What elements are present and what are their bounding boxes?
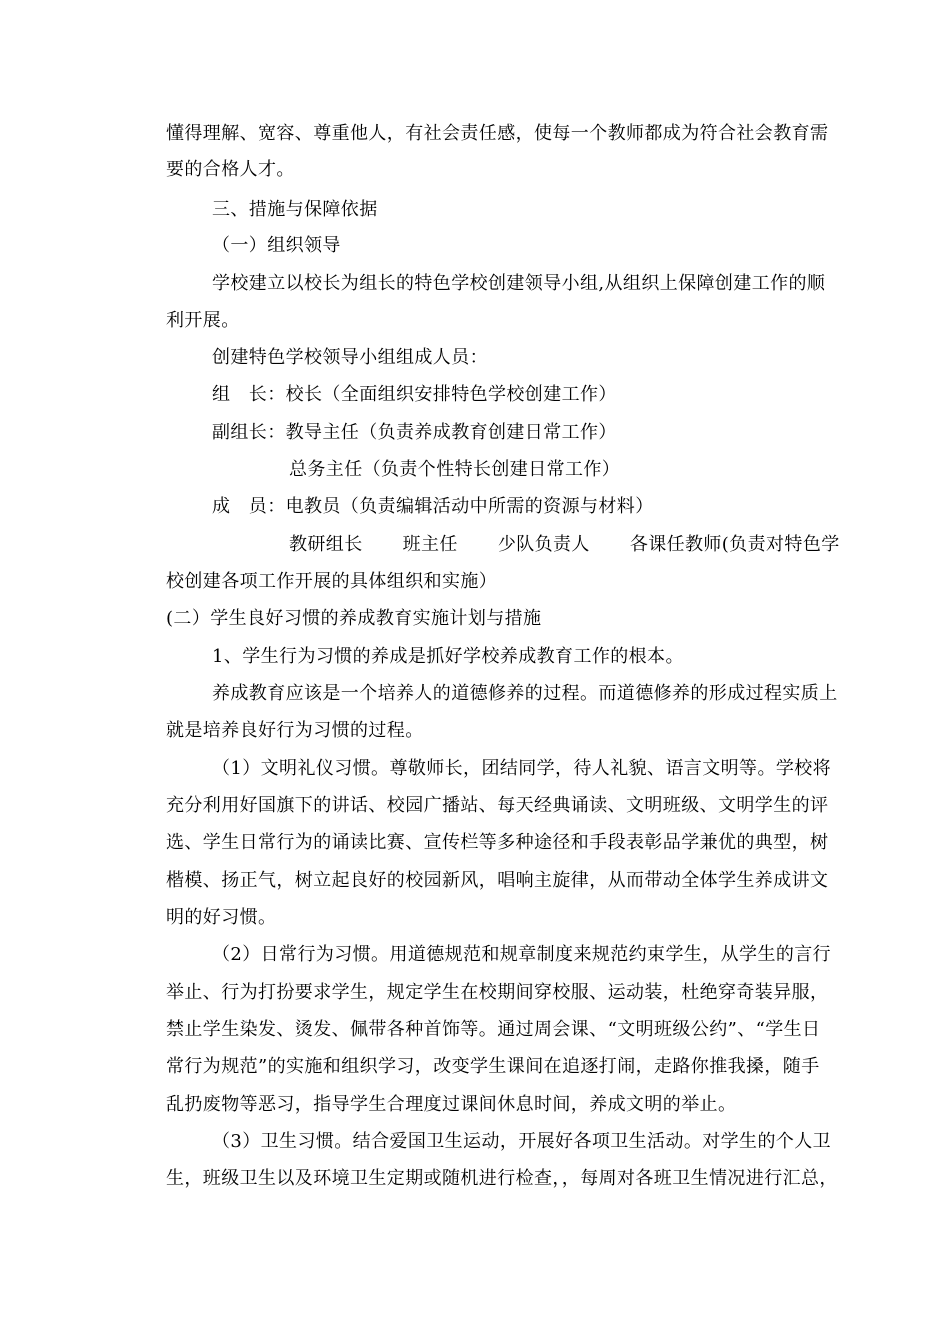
leader-value: 校长（全面组织安排特色学校创建工作） bbox=[285, 384, 617, 405]
paragraph-line: 学校建立以校长为组长的特色学校创建领导小组,从组织上保障创建工作的顺 bbox=[212, 273, 826, 294]
member-row bbox=[212, 495, 654, 519]
member-role: 少队负责人 bbox=[497, 534, 590, 555]
paragraph-line: 常行为规范”的实施和组织学习，改变学生课间在追逐打闹，走路你推我搡，随手 bbox=[166, 1056, 820, 1077]
paragraph-line: 养成教育应该是一个培养人的道德修养的过程。而道德修养的形成过程实质上 bbox=[212, 683, 838, 704]
intro-line-1: 懂得理解、宽容、尊重他人，有社会责任感，使每一个教师都成为符合社会教育需 bbox=[166, 123, 829, 144]
member-role: 各课任教师(负责对特色学 bbox=[629, 534, 840, 555]
paragraph-line: （3）卫生习惯。结合爱国卫生运动，开展好各项卫生活动。对学生的个人卫 bbox=[212, 1131, 832, 1152]
member-label: 成 员： bbox=[212, 496, 286, 517]
deputy-label: 副组长： bbox=[212, 422, 286, 443]
member-role: 教研组长 bbox=[289, 534, 363, 555]
paragraph-line: 明的好习惯。 bbox=[166, 907, 277, 928]
paragraph-line: 就是培养良好行为习惯的过程。 bbox=[166, 720, 424, 741]
member-roles-cont: 校创建各项工作开展的具体组织和实施） bbox=[166, 571, 498, 592]
paragraph-line: 禁止学生染发、烫发、佩带各种首饰等。通过周会课、“文明班级公约”、“学生日 bbox=[166, 1019, 821, 1040]
leader-row bbox=[212, 383, 617, 407]
paragraph-line: （1）文明礼仪习惯。尊敬师长，团结同学，待人礼貌、语言文明等。学校将 bbox=[212, 758, 832, 779]
members-heading: 创建特色学校领导小组组成人员： bbox=[212, 347, 488, 368]
deputy-value: 教导主任（负责养成教育创建日常工作） bbox=[285, 422, 617, 443]
member-roles-row bbox=[289, 533, 840, 557]
paragraph-line: 举止、行为打扮要求学生，规定学生在校期间穿校服、运动装，杜绝穿奇装异服， bbox=[166, 982, 829, 1003]
paragraph-line: 利开展。 bbox=[166, 310, 240, 331]
numbered-item: 1、学生行为习惯的养成是抓好学校养成教育工作的根本。 bbox=[212, 646, 684, 667]
deputy-value-2: 总务主任（负责个性特长创建日常工作） bbox=[289, 459, 621, 480]
member-value: 电教员（负责编辑活动中所需的资源与材料） bbox=[285, 496, 654, 517]
paragraph-line: 充分利用好国旗下的讲话、校园广播站、每天经典诵读、文明班级、文明学生的评 bbox=[166, 795, 829, 816]
member-role: 班主任 bbox=[402, 534, 458, 555]
subsection-heading: （一）组织领导 bbox=[212, 235, 341, 256]
paragraph-line: （2）日常行为习惯。用道德规范和规章制度来规范约束学生，从学生的言行 bbox=[212, 944, 832, 965]
paragraph-line: 楷模、扬正气，树立起良好的校园新风，唱响主旋律，从而带动全体学生养成讲文 bbox=[166, 870, 829, 891]
subsection-heading: (二）学生良好习惯的养成教育实施计划与措施 bbox=[166, 608, 542, 629]
intro-line-2: 要的合格人才。 bbox=[166, 159, 295, 180]
paragraph-line: 乱扔废物等恶习，指导学生合理度过课间休息时间，养成文明的举止。 bbox=[166, 1094, 737, 1115]
deputy-row bbox=[212, 421, 617, 445]
leader-label: 组 长： bbox=[212, 384, 286, 405]
section-heading: 三、措施与保障依据 bbox=[212, 199, 378, 220]
paragraph-line: 生，班级卫生以及环境卫生定期或随机进行检查，，每周对各班卫生情况进行汇总， bbox=[166, 1168, 838, 1189]
paragraph-line: 选、学生日常行为的诵读比赛、宣传栏等多种途径和手段表彰品学兼优的典型，树 bbox=[166, 832, 829, 853]
